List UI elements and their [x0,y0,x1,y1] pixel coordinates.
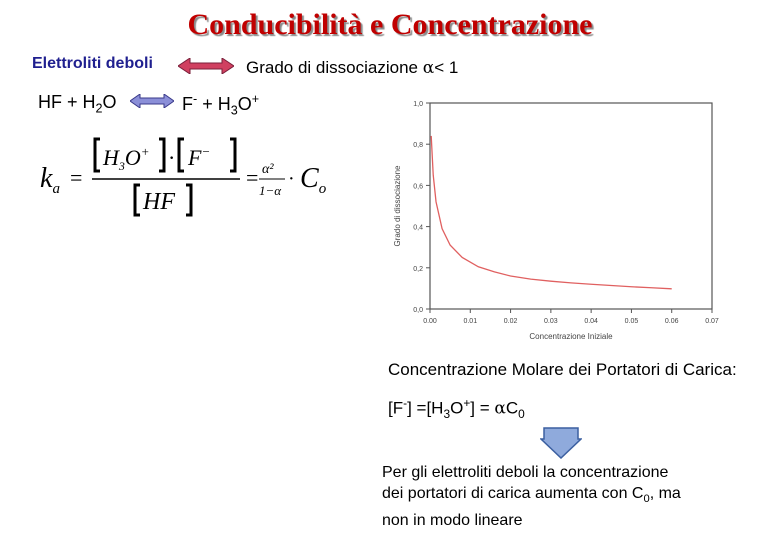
multiply-dot-2: · [288,168,295,190]
page-title: Conducibilità e Concentrazione [187,8,593,41]
x-tick-label: 0.07 [705,318,719,325]
y-tick-label: 0,2 [413,265,423,273]
dissociation-degree-text: Grado di dissociazione α< 1 [246,58,459,78]
conclusion-text [382,462,752,531]
y-axis-label: Grado di dissociazione [393,165,402,247]
equals-sign-2: = [246,165,259,190]
equation-products: $F^- + H_3O^+$ [182,92,260,118]
x-tick-label: 0.02 [503,318,518,325]
x-tick-label: 0.04 [584,318,598,325]
alpha-squared: α² [262,162,274,177]
conclusion-line-1: Per gli elettroliti deboli la concentrazione [382,464,669,481]
x-tick-label: 0.05 [624,318,639,325]
concentration-symbol: $C_o$ [300,163,327,197]
double-arrow-icon [178,58,234,74]
x-tick-label: 0.01 [463,318,478,325]
conclusion-line-2: dei portatori di carica aumenta con $C_0$, ma [382,485,681,506]
weak-electrolytes-label: Elettroliti deboli [32,55,153,72]
y-tick-label: 0,0 [413,307,423,314]
equation-reactants: HF + $H_2O$ [38,92,117,116]
x-axis-label: Concentrazione Iniziale [529,332,613,341]
dissociation-chart [390,95,720,350]
y-tick-label: 1,0 [413,101,423,108]
one-minus-alpha: 1−α [259,183,282,198]
x-tick-label: 0.06 [664,318,679,325]
hf-denominator: HF [143,189,175,215]
equals-sign: = [70,165,83,190]
molar-concentration-title: Concentrazione Molare dei Portatori di Carica: [388,360,737,379]
x-tick-label: 0.03 [544,318,558,325]
plot-frame [430,103,712,309]
x-tick-label: 0.00 [423,318,437,325]
series-line [431,136,672,289]
conclusion-line-3: non in modo lineare [382,512,523,530]
dissociation-constant-formula [40,135,340,220]
multiply-dot: · [168,145,176,170]
y-tick-label: 0,6 [413,183,423,191]
equilibrium-arrow-icon [130,94,174,108]
y-tick-label: 0,8 [413,142,423,150]
h3o-numerator: $H_3O^+$ [103,144,150,173]
charge-carrier-equation: $[F^-] =[H_3O^+] = \alpha C_0$ [388,396,525,422]
f-numerator: F− [188,144,211,170]
ka-symbol: $k_a$ [40,163,60,197]
down-arrow-icon [540,427,582,459]
y-tick-label: 0,4 [413,224,423,232]
